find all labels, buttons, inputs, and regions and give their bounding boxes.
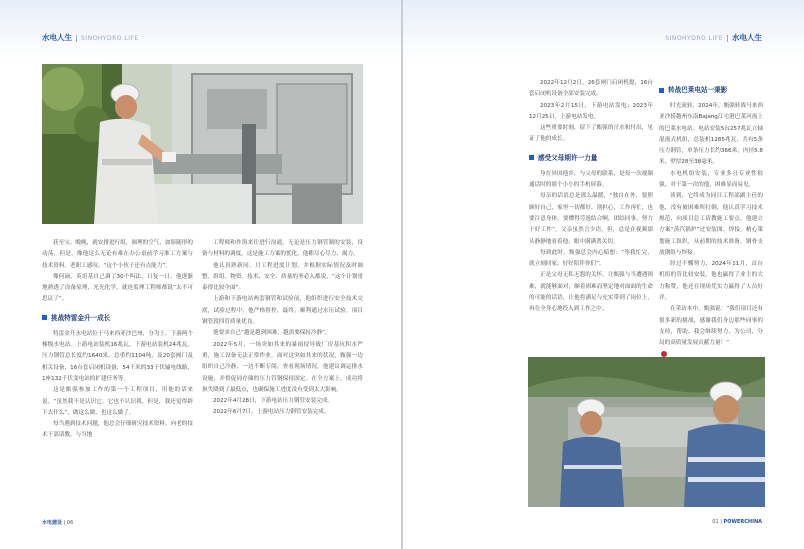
- section-heading-parents: 感受父母期许一力量: [529, 154, 653, 163]
- paragraph: 每当遇到技术问题，他总会仔细研究技术资料，向老的技术干部请教，与当地: [42, 421, 193, 439]
- paragraph: 谈到，它终成为同目工程部副主任的他，没有被困难所打倒，他认真学习技术规范，向项目总工请教施工要点，他建立方案“蒸汽锅炉”过安装图、焊接，精心策划施工组织，从前期的技术准备，钢骨支放钢组与焊接。: [659, 193, 763, 256]
- paragraph: 身在异国他乡，与父母的联系，是每一次视频通话时的那个小小的手机屏幕。: [529, 170, 653, 189]
- header-divider: [76, 35, 77, 42]
- right-column-1: [529, 78, 653, 316]
- paragraph: 像何滴，英语基自己调了30个叫法，日复一日，他逐渐地熟透了设备原理，光光化学，就连监理工程师都说“太不可思议了”。: [42, 273, 193, 303]
- left-header-subtitle: SINOHYDRO LIFE: [81, 35, 139, 42]
- header-divider: [727, 35, 728, 42]
- section-heading-challenge: 挑战特雷金升一成长: [42, 314, 193, 323]
- paragraph: 2022年6月7日，上游电站压力钢管安装完成。: [213, 409, 330, 416]
- left-column-1: [42, 238, 193, 442]
- right-header-title: 水电人生: [732, 33, 762, 42]
- paragraph: 水电机组安装，专业多且专业性很强，对于第一次的他，困难显而易见。: [659, 170, 763, 189]
- right-page: [403, 0, 804, 549]
- paragraph: 每到此时，甄强总会内心暗想：“等我忙完，就立刻回家，好好陪伴你们”。: [529, 249, 653, 268]
- worker-at-machinery-photo: [42, 64, 363, 224]
- page-number: 06: [66, 520, 74, 526]
- paragraph: 正是父母无私无怨的关怀，让甄强与当遭遇困难，就能够面对，顺着困难而坚定地对面面的生命的可能的话语，让他将满足与充实带到了岗位上，再在全身心地投入到工作之中。: [529, 272, 653, 313]
- footer-brand: 水电建设: [42, 520, 63, 526]
- paragraph: 2022年4月28日，下游电站压力钢管安装完成。: [213, 398, 334, 405]
- paragraph: 2023年2月15日，下游电站发电；2023年12月25日，上游电站发电。: [529, 102, 653, 120]
- right-header: [665, 32, 762, 43]
- paragraph: 上游和下游电站两套钢管和试验前，他组织进行安全技术交底，试验过程中，他严格督控，最终，顺利通过水压试验，项目钢管段四管质量优良。: [202, 296, 363, 326]
- right-column-2: [659, 86, 763, 361]
- right-footer: 01 | POWERCHINA: [712, 519, 762, 525]
- paragraph: 这是甄强参加工作的第一个工程项目，用他的话来说，“虽然我不是认识它，它也不认识我，但是，我还觉得辟下去什么”，做这么做，也这么做了。: [42, 387, 193, 416]
- workers-at-dam-photo: [528, 357, 765, 507]
- section-heading-bakun: 转战巴莱电站一秉影: [659, 86, 763, 95]
- paragraph: 获至宝。晚晚，就安排进行组，调理的空气，如影随形的动荡，但是，像他这么无论有难在办公桌前学习准工方案与技术资料，老职工感叹，“这个小伙子还有点能力”。: [42, 240, 193, 269]
- right-header-subtitle: SINOHYDRO LIFE: [665, 35, 723, 42]
- left-column-2: [202, 238, 363, 419]
- page-number: 01: [712, 519, 719, 525]
- paragraph: 母亲的话语总是那么温暖，“独自在外，要照顾好自己，家里一切都好，别担心，工作再忙，也要注意身体，要懂得劳逸结合啊，团结同事，努力干好工作”，父亲虽然言少语，但，总是在视频那头静静地看着他，眼中满满著关切。: [529, 193, 653, 245]
- paragraph: 2022年12月2日，26套闸门启闭机提，16台套启闭机设备全部安装完成。: [529, 80, 653, 98]
- paragraph: 特雷金升水电站位于马来西亚沙巴州，分为上、下游两个梯级水电站。上游电站装机16兆瓦，下游电站装机24兆瓦。压力钢管总长度约1640米，总重约1104吨，及20套阀门及相关设备，16台套启闭机设备，54千米的33千伏输电线路，1座132千伏变电站的扩建任务等。: [42, 330, 193, 382]
- paragraph: 时光流转，2024年，甄强转战马来西亚沙捞越州东南Bajang江宅港巴莱河流上的巴莱水电站。电站安装5台257兆瓦立轴混流式机组，总装机1285兆瓦，共有5条压力钢管，单条压力长约366米，内径5.8米，壁厚28至38毫米。: [659, 103, 763, 166]
- paragraph: 他要求自己“越是越到困难，越需要保持冷静”。: [213, 330, 331, 337]
- paragraph: 他认真熟新同、月工程进度计划，并根据实际情况及时调整。组组、物资、技术、安全、质量的务必入都说，“这个计划哥泰得比较全面”。: [202, 262, 363, 292]
- left-header-title: 水电人生: [42, 33, 72, 42]
- left-page: [0, 0, 401, 549]
- left-header: [42, 32, 139, 43]
- paragraph: 这些重要时刻，留下了甄强的汗水和付出，见证了他的成长。: [529, 125, 653, 143]
- paragraph: 2022年5月，一场突如其来的暴雨侵导致厂房基坑积水严重，施工设备无法正常作业。面对这突如其来的状况，甄强一边组织自己冷静，一边不断专阅，查看现场情况，他建议调运排水设施，并督促同存储的压力管钢保持固定。在全方案上，成功将损失降到了最低点，也确保施工进度没有受到太大影响。: [202, 341, 363, 393]
- paragraph: 在采访本中，甄强说：“我们项目还有很多新的挑战，感谢我们身边那些同事的支持，帮助，我会继续努力，为公司，分局的高质量发展贡献力量！”: [659, 306, 763, 347]
- left-footer: 水电建设 | 06: [42, 520, 74, 526]
- paragraph: 经过不懈努力，2024年11月，首台机组的管比较安装，他也赢得了业主的大力称赞，他还在现场凭实力赢得了人员好评。: [659, 261, 763, 302]
- paragraph: 工程师和作海来往进行沟通，无论是压力钢管制的安装，设备与材料的调度，这是施工方案的优化，他都尽心尽力、竭力。: [202, 240, 363, 258]
- footer-brand: POWERCHINA: [723, 519, 762, 525]
